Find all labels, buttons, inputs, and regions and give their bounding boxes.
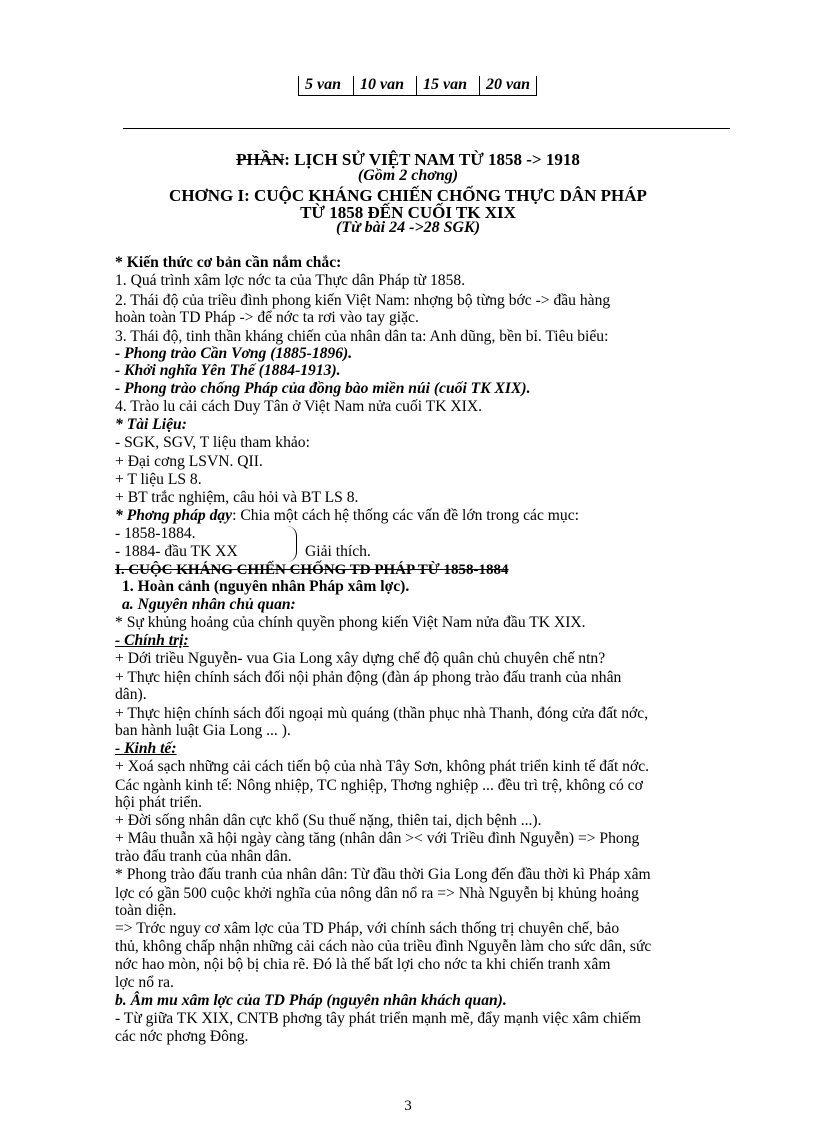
chapter-title-line-2: TỪ 1858 ĐẾN CUỐI TK XIX [300, 203, 516, 222]
body-line: + Đại cơng LSVN. QII. [115, 453, 263, 470]
brace-mark [286, 526, 297, 562]
part-title-rest: : LỊCH SỬ VIỆT NAM TỪ 1858 -> 1918 [284, 150, 580, 169]
body-line: thủ, không chấp nhận những cải cách nào của triều đình Nguyễn làm cho sức dân, sức [115, 938, 652, 955]
body-line: + Dới triều Nguyễn- vua Gia Long xây dựng chế độ quân chủ chuyên chế ntn? [115, 650, 606, 667]
movement-item: - Khởi nghĩa Yên Thế (1884-1913). [115, 362, 341, 379]
part-subtitle: (Gồm 2 chơng) [357, 167, 459, 184]
body-line: 2. Thái độ của triều đình phong kiến Việt Nam: nhợng bộ từng bớc -> đầu hàng [115, 292, 611, 309]
body-line: - Từ giữa TK XIX, CNTB phơng tây phát triển mạnh mẽ, đẩy mạnh việc xâm chiếm [115, 1010, 642, 1027]
body-line: dân). [115, 686, 147, 703]
page-number: 3 [404, 1098, 412, 1114]
chapter-title-line-1: CHƠNG I: CUỘC KHÁNG CHIẾN CHỐNG THỰC DÂN PHÁP [169, 186, 647, 205]
body-line: - SGK, SGV, T liệu tham khảo: [115, 434, 310, 451]
body-line: lợc có gần 500 cuộc khởi nghĩa của nông dân nổ ra => Nhà Nguyễn bị khủng hoảng [115, 885, 639, 902]
body-line: các nớc phơng Đông. [115, 1028, 249, 1045]
body-line: - 1858-1884. [115, 525, 196, 542]
body-line: + BT trắc nghiệm, câu hỏi và BT LS 8. [115, 489, 359, 506]
movement-item: - Phong trào Cần Vơng (1885-1896). [115, 345, 353, 362]
materials-heading: * Tài Liệu: [115, 416, 187, 433]
body-line: hội phát triển. [115, 794, 203, 811]
price-option-3: 15 van [416, 76, 479, 96]
body-line: 3. Thái độ, tinh thần kháng chiến của nhân dân ta: Anh dũng, bền bỉ. Tiêu biểu: [115, 328, 609, 345]
header-divider [123, 128, 730, 129]
body-line: hoàn toàn TD Pháp -> để nớc ta rơi vào tay giặc. [115, 309, 419, 326]
price-options [298, 76, 537, 96]
price-option-4: 20 van [479, 76, 537, 96]
economy-heading: - Kinh tế: [115, 740, 177, 757]
body-line: ban hành luật Gia Long ... ). [115, 722, 291, 739]
body-line: 1. Quá trình xâm lợc nớc ta của Thực dân Pháp từ 1858. [115, 272, 466, 289]
chapter-subtitle: (Từ bài 24 ->28 SGK) [335, 219, 481, 236]
body-line: + Mâu thuẫn xã hội ngày càng tăng (nhân dân >< với Triều đình Nguyễn) => Phong [115, 830, 640, 847]
politics-heading: - Chính trị: [115, 632, 189, 649]
body-line: * Phong trào đấu tranh của nhân dân: Từ đầu thời Gia Long đến đầu thời kì Pháp xâm [115, 866, 651, 883]
body-line: + Thực hiện chính sách đối ngoại mù quáng (thần phục nhà Thanh, đóng cửa đất nớc, [115, 705, 649, 722]
part-word: PHẦN [236, 150, 285, 169]
body-line: trào đấu tranh của nhân dân. [115, 848, 292, 865]
body-line: toàn diện. [115, 902, 177, 919]
body-line: nớc hao mòn, nội bộ bị chia rẽ. Đó là thế bất lợi cho nớc ta khi chiến tranh xâm [115, 956, 611, 973]
price-option-1: 5 van [298, 76, 353, 96]
body-line: - 1884- đầu TK XX [115, 543, 238, 560]
body-line: + T liệu LS 8. [115, 471, 202, 488]
body-line: + Thực hiện chính sách đối nội phản động (đàn áp phong trào đấu tranh của nhân [115, 669, 622, 686]
method-line [115, 507, 579, 524]
body-line: => Trớc nguy cơ xâm lợc của TD Pháp, với chính sách thống trị chuyên chế, bảo [115, 920, 620, 937]
body-line: + Xoá sạch những cải cách tiến bộ của nhà Tây Sơn, không phát triển kinh tế đất nớc. [115, 758, 650, 775]
price-option-2: 10 van [353, 76, 416, 96]
body-line: Các ngành kinh tế: Nông nhiệp, TC nghiệp, Thơng nghiệp ... đều trì trệ, không có cơ [115, 777, 643, 794]
method-label: * Phơng pháp dạy [115, 507, 233, 524]
cause-heading: a. Nguyên nhân chủ quan: [122, 596, 296, 613]
knowledge-heading: * Kiến thức cơ bản cần nắm chắc: [115, 254, 342, 271]
method-text: : Chia một cách hệ thống các vấn đề lớn trong các mục: [232, 507, 579, 524]
explanation-note: Giải thích. [305, 543, 371, 560]
body-line: 4. Trào lu cải cách Duy Tân ở Việt Nam nửa cuối TK XIX. [115, 398, 482, 415]
cause-heading-b: b. Âm mu xâm lợc của TD Pháp (nguyên nhân khách quan). [115, 992, 507, 1009]
section-heading: I. CUỘC KHÁNG CHIẾN CHỐNG TD PHÁP TỪ 1858-1884 [115, 562, 509, 578]
body-line: lợc nổ ra. [115, 974, 174, 991]
body-line: + Đời sống nhân dân cực khổ (Su thuế nặng, thiên tai, dịch bệnh ...). [115, 812, 542, 829]
subsection-heading: 1. Hoàn cảnh (nguyên nhân Pháp xâm lợc). [122, 578, 410, 595]
movement-item: - Phong trào chống Pháp của đồng bào miền núi (cuối TK XIX). [115, 380, 531, 397]
body-line: * Sự khủng hoảng của chính quyền phong kiến Việt Nam nửa đầu TK XIX. [115, 614, 586, 631]
